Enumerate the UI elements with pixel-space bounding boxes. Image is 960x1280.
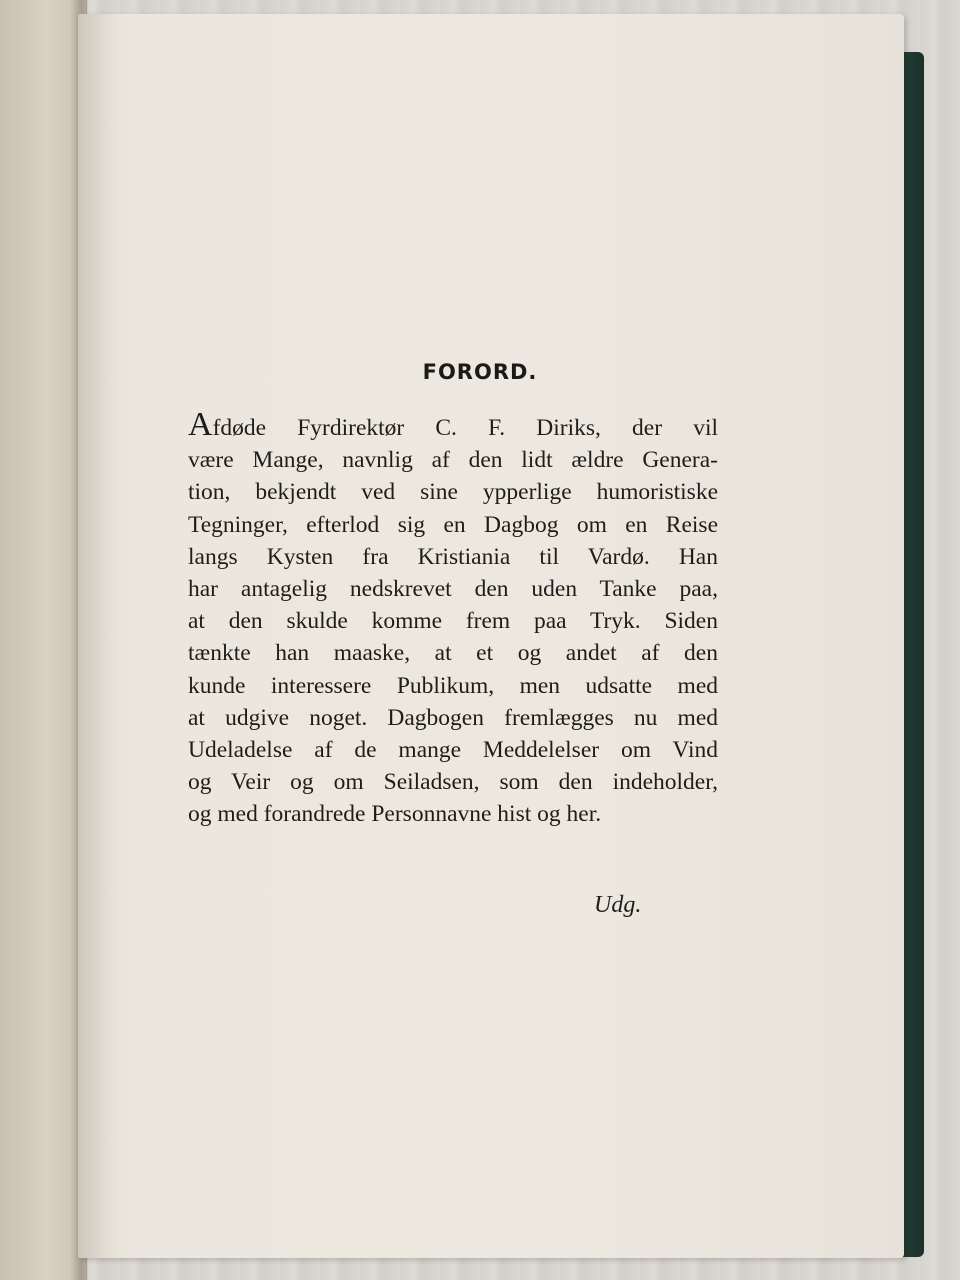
signature: Udg.	[594, 892, 642, 918]
text-line: at den skulde komme frem paa Tryk. Siden	[188, 608, 718, 635]
text-line: Udeladelse af de mange Meddelelser om Vind	[188, 737, 718, 764]
text-line: Afdøde Fyrdirektør C. F. Diriks, der vil	[188, 406, 718, 443]
text-line: være Mange, navnlig af den lidt ældre Genera-	[188, 447, 718, 474]
text-line: at udgive noget. Dagbogen fremlægges nu med	[188, 704, 718, 731]
initial-letter: A	[188, 406, 213, 443]
foreword-text	[188, 408, 718, 831]
text-line: langs Kysten fra Kristiania til Vardø. Han	[188, 543, 718, 570]
text-line: tion, bekjendt ved sine ypperlige humoristiske	[188, 479, 718, 506]
page-title: FORORD.	[422, 360, 538, 384]
text-line: Tegninger, efterlod sig en Dagbog om en Reise	[188, 511, 718, 538]
text-line: har antagelig nedskrevet den uden Tanke paa,	[188, 576, 718, 603]
text-line: tænkte han maaske, at et og andet af den	[188, 640, 718, 667]
text-line: kunde interessere Publikum, men udsatte med	[188, 672, 718, 699]
text-line: og med forandrede Personnavne hist og her.	[188, 801, 602, 828]
text-line: og Veir og om Seiladsen, som den indeholder,	[188, 769, 718, 796]
